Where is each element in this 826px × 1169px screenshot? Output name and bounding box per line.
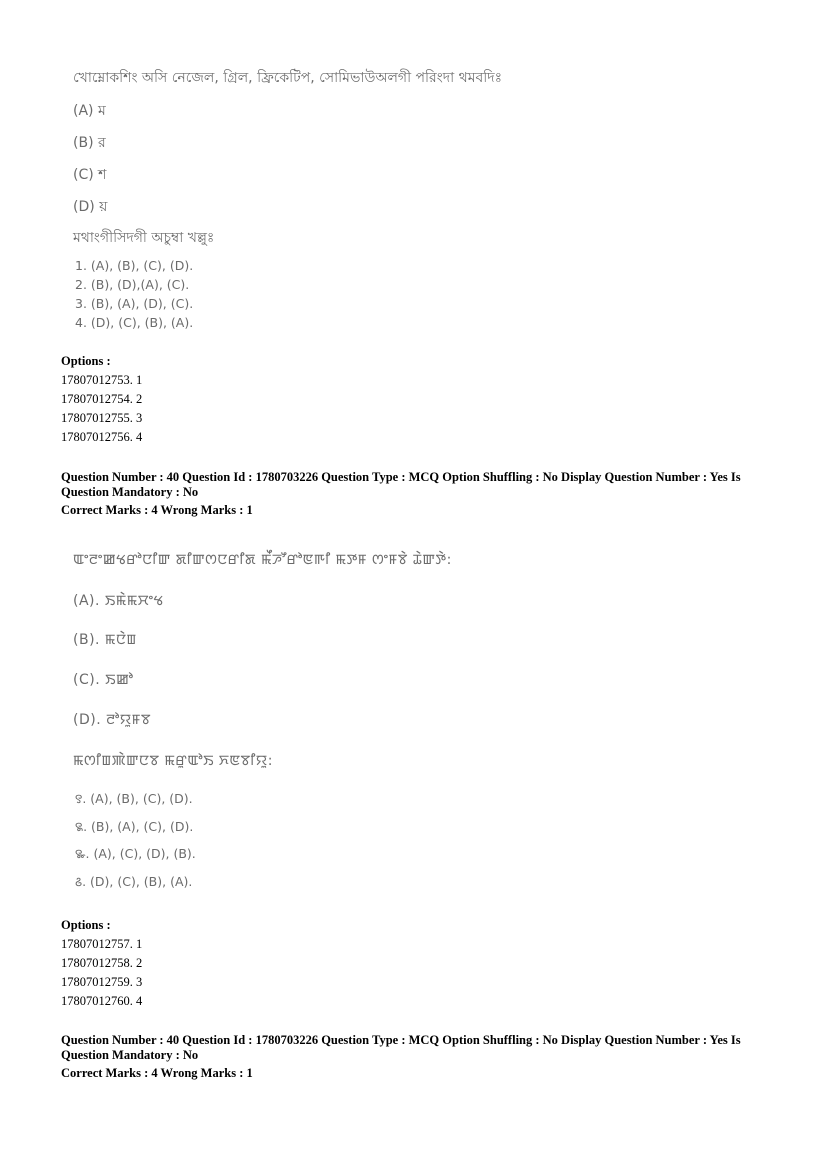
option-row: 17807012760. 4 bbox=[61, 994, 143, 1008]
options-1-list bbox=[61, 371, 142, 447]
option-row: 17807012757. 1 bbox=[61, 937, 143, 951]
question-meta-1 bbox=[61, 470, 761, 518]
meta-line-2: Question Mandatory : No bbox=[61, 1048, 199, 1062]
question-1-item-b: (B) র bbox=[73, 135, 106, 151]
options-1-heading: Options : bbox=[61, 354, 111, 368]
question-2-instruction: ꯃꯁꯤꯡꯄꯥꯛꯅꯕ ꯃꯔꯨꯑꯣꯏ ꯈꯟꯕꯤꯌꯨ: bbox=[73, 753, 273, 769]
question-1-item-c: (C) শ bbox=[73, 167, 107, 183]
option-row: 17807012753. 1 bbox=[61, 373, 143, 387]
question-2-item-d: (D). ꯂꯣꯌꯨꯝꯕ bbox=[73, 712, 151, 728]
question-2-item-a: (A). ꯏꯃꯥꯃꯆꯦꯠ bbox=[73, 593, 164, 609]
question-meta-2 bbox=[61, 1033, 761, 1081]
option-row: 17807012759. 3 bbox=[61, 975, 143, 989]
meta-line-3: Correct Marks : 4 Wrong Marks : 1 bbox=[61, 503, 253, 517]
question-1-stem: খোম্নোকশিং অসি নেজেল, গ্রিল, ফ্রিকেটিপ, সোমিভাউঅলগী পরিংদা থমবদিঃ bbox=[73, 70, 503, 86]
question-1-instruction: মথাংগীসিদগী অচুম্বা খল্লুঃ bbox=[73, 230, 215, 246]
question-2-choice-2: ꯲. (B), (A), (C), (D). bbox=[75, 819, 194, 834]
question-1-item-a: (A) ম bbox=[73, 103, 106, 119]
options-2-list bbox=[61, 935, 142, 1011]
question-2-choice-4: ꯴. (D), (C), (B), (A). bbox=[75, 874, 193, 889]
options-2-heading: Options : bbox=[61, 918, 111, 932]
question-2-stem: ꯑꯦꯂꯦꯀꯠꯔꯣꯅꯤꯛ ꯗꯤꯛꯁꯅꯔꯤꯗ ꯃꯩꯍꯧꯔꯣꯟꯒꯤ ꯃꯇꯝ ꯁꯦꯝꯕꯥ ꯊꯥꯛꯇꯥ: bbox=[73, 552, 452, 568]
question-2-choice-3: ꯳. (A), (C), (D), (B). bbox=[75, 846, 196, 861]
meta-line-1: Question Number : 40 Question Id : 1780703226 Question Type : MCQ Option Shuffling : No Display Question Number : Yes Is bbox=[61, 470, 741, 484]
question-1-choice-3: 3. (B), (A), (D), (C). bbox=[75, 296, 194, 311]
option-row: 17807012755. 3 bbox=[61, 411, 143, 425]
meta-line-2: Question Mandatory : No bbox=[61, 485, 199, 499]
question-1-choice-1: 1. (A), (B), (C), (D). bbox=[75, 258, 194, 273]
option-row: 17807012756. 4 bbox=[61, 430, 143, 444]
option-row: 17807012758. 2 bbox=[61, 956, 143, 970]
question-1-choice-4: 4. (D), (C), (B), (A). bbox=[75, 315, 194, 330]
meta-line-1: Question Number : 40 Question Id : 1780703226 Question Type : MCQ Option Shuffling : No Display Question Number : Yes Is bbox=[61, 1033, 741, 1047]
question-1-item-d: (D) য় bbox=[73, 199, 108, 215]
question-2-choice-1: ꯱. (A), (B), (C), (D). bbox=[75, 791, 193, 806]
question-1-choice-2: 2. (B), (D),(A), (C). bbox=[75, 277, 190, 292]
meta-line-3: Correct Marks : 4 Wrong Marks : 1 bbox=[61, 1066, 253, 1080]
option-row: 17807012754. 2 bbox=[61, 392, 143, 406]
question-2-item-b: (B). ꯃꯅꯥꯡ bbox=[73, 632, 137, 648]
question-2-item-c: (C). ꯏꯀꯣ bbox=[73, 672, 134, 688]
